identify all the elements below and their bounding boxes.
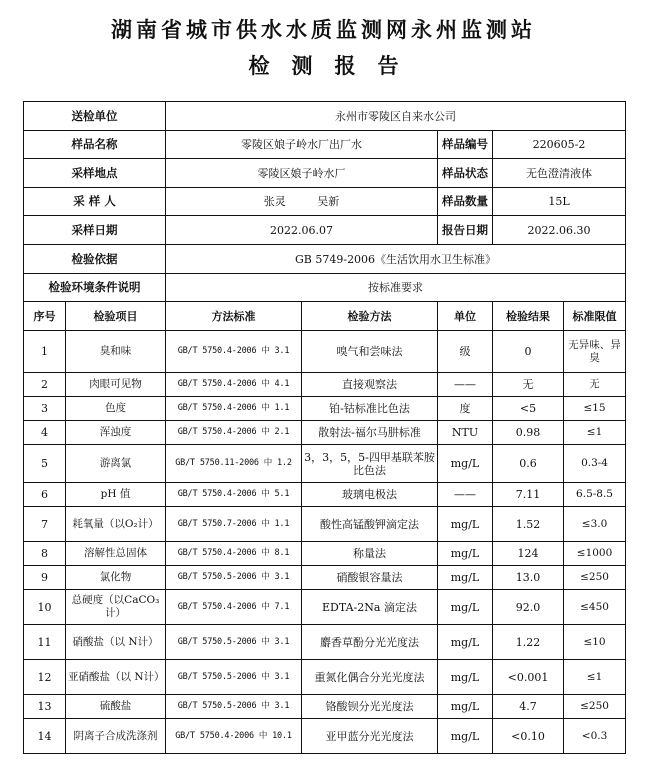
cell-method: EDTA-2Na 滴定法 xyxy=(302,590,438,625)
cell-limit: ≤1 xyxy=(564,660,626,695)
cell-no: 7 xyxy=(24,507,66,542)
cell-limit: 无异味、异臭 xyxy=(564,331,626,373)
cell-std: GB/T 5750.5-2006 中 3.1 xyxy=(166,695,302,719)
cell-limit: <0.3 xyxy=(564,719,626,754)
cell-result: 1.22 xyxy=(493,625,564,660)
basis-value: GB 5749-2006《生活饮用水卫生标准》 xyxy=(166,245,626,274)
cell-method: 酸性高锰酸钾滴定法 xyxy=(302,507,438,542)
header-limit: 标准限值 xyxy=(564,302,626,331)
cell-std: GB/T 5750.4-2006 中 5.1 xyxy=(166,483,302,507)
sample-no-label: 样品编号 xyxy=(438,131,493,159)
cell-item: 总硬度（以CaCO₃计） xyxy=(66,590,166,625)
cell-result: 1.52 xyxy=(493,507,564,542)
cell-no: 5 xyxy=(24,445,66,483)
cell-item: 耗氧量（以O₂计） xyxy=(66,507,166,542)
report-org-title: 湖南省城市供水水质监测网永州监测站 xyxy=(111,18,536,42)
cell-result: 0.98 xyxy=(493,421,564,445)
info-row-sample-name xyxy=(24,131,626,159)
cell-unit: —— xyxy=(438,483,493,507)
info-row-client xyxy=(24,102,626,131)
cell-unit: mg/L xyxy=(438,542,493,566)
cell-limit: ≤3.0 xyxy=(564,507,626,542)
cell-item: pH 值 xyxy=(66,483,166,507)
cell-limit: 无 xyxy=(564,373,626,397)
header-item: 检验项目 xyxy=(66,302,166,331)
cell-std: GB/T 5750.4-2006 中 1.1 xyxy=(166,397,302,421)
cell-item: 硫酸盐 xyxy=(66,695,166,719)
cell-no: 1 xyxy=(24,331,66,373)
table-row xyxy=(24,373,626,397)
cell-limit: ≤1 xyxy=(564,421,626,445)
header-result: 检验结果 xyxy=(493,302,564,331)
table-row xyxy=(24,719,626,754)
cell-limit: ≤1000 xyxy=(564,542,626,566)
cell-method: 麝香草酚分光光度法 xyxy=(302,625,438,660)
table-row xyxy=(24,625,626,660)
cell-unit: mg/L xyxy=(438,507,493,542)
cell-item: 游离氯 xyxy=(66,445,166,483)
report-table xyxy=(23,101,626,754)
info-row-basis xyxy=(24,245,626,274)
sample-no-value: 220605-2 xyxy=(493,131,626,159)
cell-no: 4 xyxy=(24,421,66,445)
table-row xyxy=(24,566,626,590)
state-value: 无色澄清液体 xyxy=(493,159,626,188)
qty-label: 样品数量 xyxy=(438,188,493,216)
cell-item: 亚硝酸盐（以 N计） xyxy=(66,660,166,695)
table-row xyxy=(24,507,626,542)
cell-limit: 0.3-4 xyxy=(564,445,626,483)
cell-item: 硝酸盐（以 N计） xyxy=(66,625,166,660)
cell-method: 直接观察法 xyxy=(302,373,438,397)
cell-no: 11 xyxy=(24,625,66,660)
cell-method: 玻璃电极法 xyxy=(302,483,438,507)
cell-result: 124 xyxy=(493,542,564,566)
cell-unit: mg/L xyxy=(438,660,493,695)
cell-std: GB/T 5750.4-2006 中 3.1 xyxy=(166,331,302,373)
client-label: 送检单位 xyxy=(24,102,166,131)
cell-method: 铂-钴标准比色法 xyxy=(302,397,438,421)
cell-no: 2 xyxy=(24,373,66,397)
cell-method: 重氮化偶合分光光度法 xyxy=(302,660,438,695)
cell-item: 氯化物 xyxy=(66,566,166,590)
results-body xyxy=(24,331,626,754)
basis-label: 检验依据 xyxy=(24,245,166,274)
cell-std: GB/T 5750.5-2006 中 3.1 xyxy=(166,566,302,590)
cell-unit: 级 xyxy=(438,331,493,373)
cell-limit: ≤250 xyxy=(564,566,626,590)
cell-unit: mg/L xyxy=(438,625,493,660)
cell-std: GB/T 5750.4-2006 中 7.1 xyxy=(166,590,302,625)
report-date-value: 2022.06.30 xyxy=(493,216,626,245)
cell-no: 14 xyxy=(24,719,66,754)
cell-item: 臭和味 xyxy=(66,331,166,373)
sampler-label: 采 样 人 xyxy=(24,188,166,216)
cell-unit: —— xyxy=(438,373,493,397)
cell-std: GB/T 5750.7-2006 中 1.1 xyxy=(166,507,302,542)
cell-unit: mg/L xyxy=(438,566,493,590)
cell-result: 0 xyxy=(493,331,564,373)
cell-result: 7.11 xyxy=(493,483,564,507)
state-label: 样品状态 xyxy=(438,159,493,188)
cell-std: GB/T 5750.4-2006 中 2.1 xyxy=(166,421,302,445)
cell-unit: NTU xyxy=(438,421,493,445)
table-row xyxy=(24,695,626,719)
cell-item: 溶解性总固体 xyxy=(66,542,166,566)
sampler-1: 张灵 xyxy=(263,195,286,208)
cell-limit: 6.5-8.5 xyxy=(564,483,626,507)
env-value: 按标准要求 xyxy=(166,274,626,302)
sampler-2: 吴新 xyxy=(317,195,340,208)
header-no: 序号 xyxy=(24,302,66,331)
cell-item: 肉眼可见物 xyxy=(66,373,166,397)
cell-result: <5 xyxy=(493,397,564,421)
cell-limit: ≤450 xyxy=(564,590,626,625)
cell-unit: mg/L xyxy=(438,445,493,483)
cell-item: 色度 xyxy=(66,397,166,421)
cell-result: 4.7 xyxy=(493,695,564,719)
cell-limit: ≤250 xyxy=(564,695,626,719)
cell-no: 8 xyxy=(24,542,66,566)
report-date-label: 报告日期 xyxy=(438,216,493,245)
cell-method: 称量法 xyxy=(302,542,438,566)
cell-result: <0.10 xyxy=(493,719,564,754)
cell-item: 浑浊度 xyxy=(66,421,166,445)
cell-method: 硝酸银容量法 xyxy=(302,566,438,590)
sample-name-label: 样品名称 xyxy=(24,131,166,159)
table-row xyxy=(24,483,626,507)
table-row xyxy=(24,590,626,625)
site-label: 采样地点 xyxy=(24,159,166,188)
cell-no: 10 xyxy=(24,590,66,625)
sampler-value xyxy=(166,188,438,216)
sample-date-label: 采样日期 xyxy=(24,216,166,245)
header-unit: 单位 xyxy=(438,302,493,331)
table-row xyxy=(24,542,626,566)
cell-result: 92.0 xyxy=(493,590,564,625)
cell-method: 嗅气和尝味法 xyxy=(302,331,438,373)
header-std: 方法标准 xyxy=(166,302,302,331)
cell-std: GB/T 5750.4-2006 中 10.1 xyxy=(166,719,302,754)
cell-no: 9 xyxy=(24,566,66,590)
table-row xyxy=(24,660,626,695)
header-method: 检验方法 xyxy=(302,302,438,331)
site-value: 零陵区娘子岭水厂 xyxy=(166,159,438,188)
cell-no: 13 xyxy=(24,695,66,719)
cell-std: GB/T 5750.5-2006 中 3.1 xyxy=(166,625,302,660)
cell-unit: mg/L xyxy=(438,719,493,754)
cell-method: 3，3，5，5-四甲基联苯胺比色法 xyxy=(302,445,438,483)
cell-limit: ≤10 xyxy=(564,625,626,660)
cell-unit: mg/L xyxy=(438,695,493,719)
cell-std: GB/T 5750.4-2006 中 4.1 xyxy=(166,373,302,397)
cell-result: 0.6 xyxy=(493,445,564,483)
cell-limit: ≤15 xyxy=(564,397,626,421)
cell-item: 阴离子合成洗涤剂 xyxy=(66,719,166,754)
cell-no: 12 xyxy=(24,660,66,695)
info-row-site xyxy=(24,159,626,188)
sample-date-value: 2022.06.07 xyxy=(166,216,438,245)
table-row xyxy=(24,331,626,373)
cell-result: <0.001 xyxy=(493,660,564,695)
sample-name-value: 零陵区娘子岭水厂出厂水 xyxy=(166,131,438,159)
cell-no: 3 xyxy=(24,397,66,421)
table-row xyxy=(24,421,626,445)
client-value: 永州市零陵区自来水公司 xyxy=(166,102,626,131)
results-header-row xyxy=(24,302,626,331)
env-label: 检验环境条件说明 xyxy=(24,274,166,302)
info-row-dates xyxy=(24,216,626,245)
cell-std: GB/T 5750.11-2006 中 1.2 xyxy=(166,445,302,483)
cell-unit: mg/L xyxy=(438,590,493,625)
cell-method: 散射法-福尔马肼标准 xyxy=(302,421,438,445)
cell-unit: 度 xyxy=(438,397,493,421)
cell-result: 无 xyxy=(493,373,564,397)
table-row xyxy=(24,397,626,421)
qty-value: 15L xyxy=(493,188,626,216)
cell-std: GB/T 5750.4-2006 中 8.1 xyxy=(166,542,302,566)
info-row-sampler xyxy=(24,188,626,216)
cell-result: 13.0 xyxy=(493,566,564,590)
info-row-env xyxy=(24,274,626,302)
cell-std: GB/T 5750.5-2006 中 3.1 xyxy=(166,660,302,695)
report-title: 检测报告 xyxy=(248,54,421,78)
cell-method: 亚甲蓝分光光度法 xyxy=(302,719,438,754)
cell-method: 铬酸钡分光光度法 xyxy=(302,695,438,719)
cell-no: 6 xyxy=(24,483,66,507)
table-row xyxy=(24,445,626,483)
